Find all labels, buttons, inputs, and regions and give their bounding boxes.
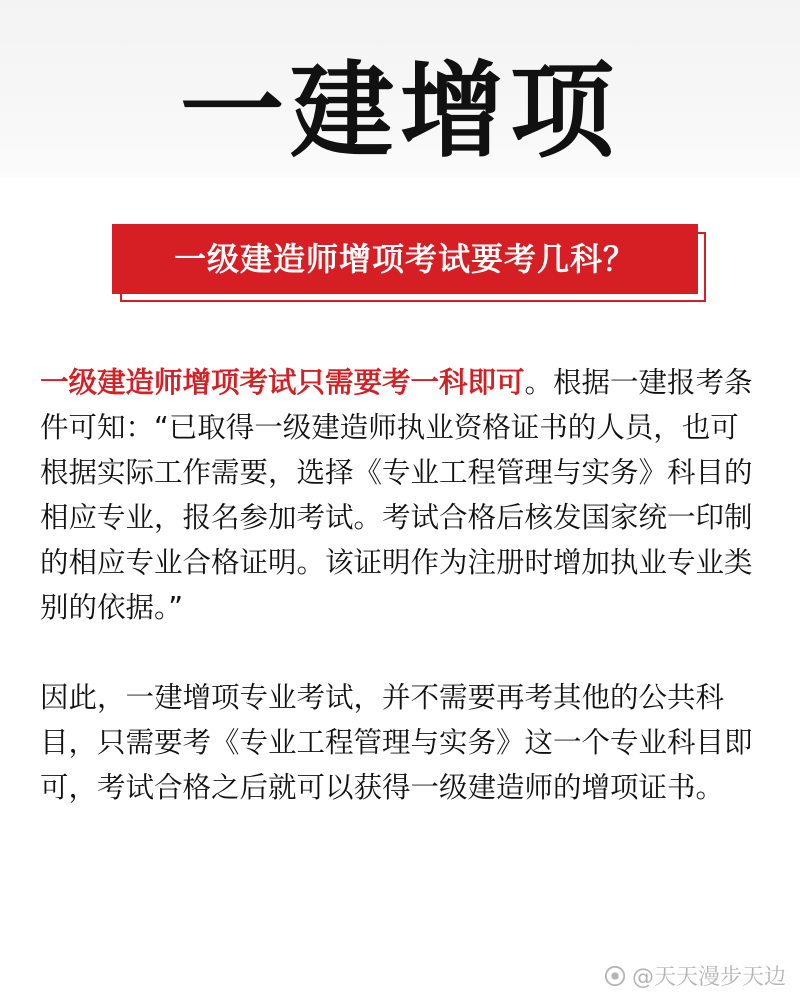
watermark: [604, 960, 786, 991]
hero-section: [0, 0, 800, 178]
paragraph-1: [40, 360, 764, 630]
camera-icon: [604, 965, 626, 987]
banner-title: 一级建造师增项考试要考几科？: [112, 224, 698, 294]
paragraph-2: 因此，一建增项专业考试，并不需要再考其他的公共科目，只需要考《专业工程管理与实务》这一个专业科目即可，考试合格之后就可以获得一级建造师的增项证书。: [40, 681, 753, 804]
paragraph-1-text: 。根据一建报考条件可知：“已取得一级建造师执业资格证书的人员，也可根据实际工作需要，选择《专业工程管理与实务》科目的相应专业，报名参加考试。考试合格后核发国家统一印制的相应专业合格证明。该证明作为注册时增加执业专业类别的依据。”: [40, 366, 753, 624]
question-banner: [112, 224, 698, 294]
page-title: 一建增项: [179, 50, 620, 172]
highlight-answer: 一级建造师增项考试只需要考一科即可: [40, 366, 525, 399]
article-body: [40, 360, 764, 810]
watermark-text: @天天漫步天边: [631, 965, 786, 990]
